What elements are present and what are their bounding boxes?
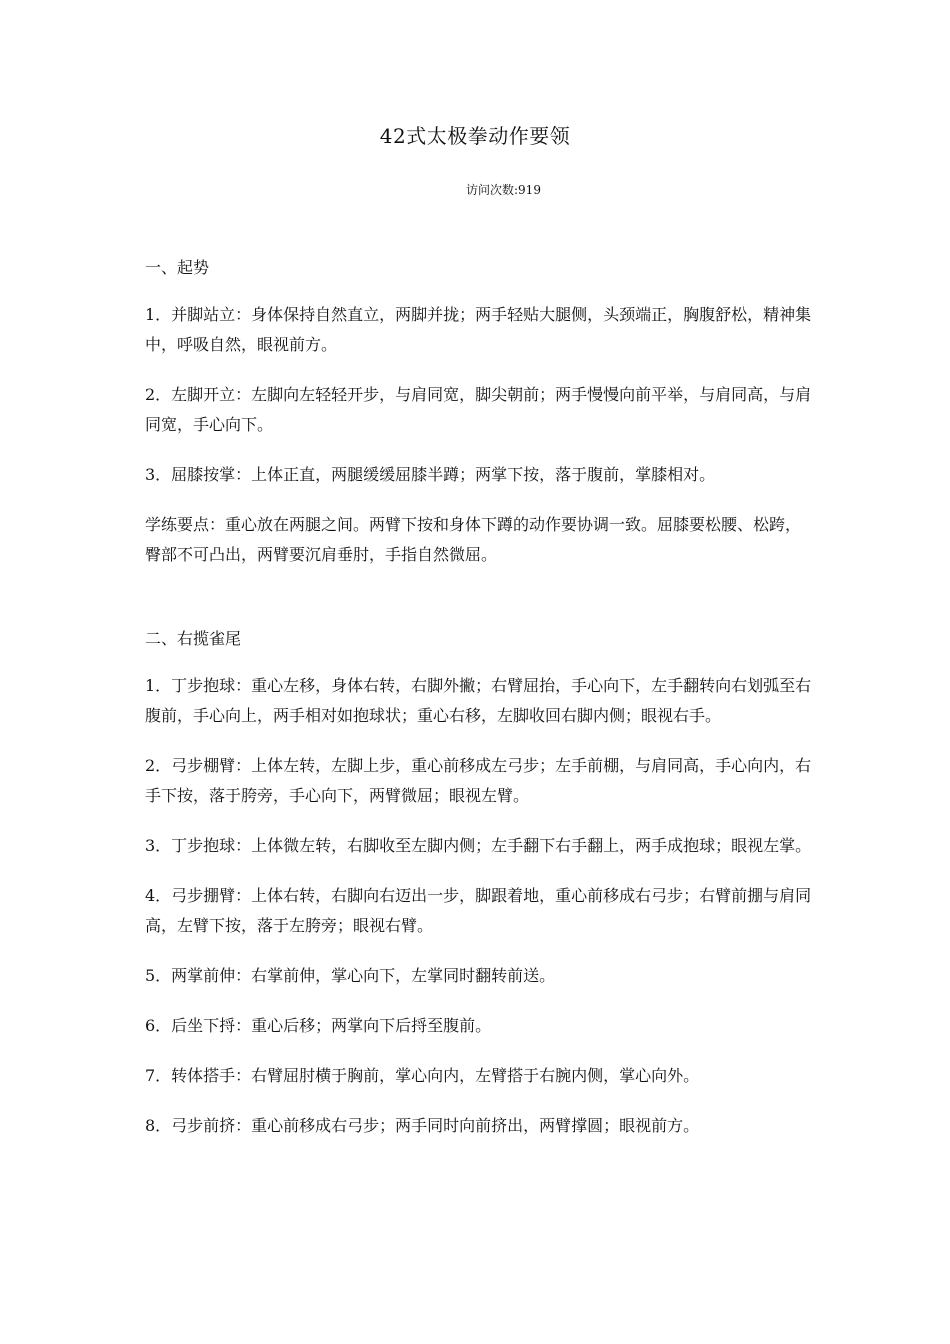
paragraph: 7．转体搭手：右臂屈肘横于胸前，掌心向内，左臂搭于右腕内侧，掌心向外。: [145, 1066, 700, 1085]
page-title: 42式太极拳动作要领: [379, 124, 571, 148]
paragraph: 4．弓步掤臂：上体右转，右脚向右迈出一步，脚跟着地，重心前移成右弓步；右臂前掤与肩同高，左臂下按，落于左胯旁；眼视右臂。: [145, 886, 812, 935]
section-heading: 一、起势: [145, 258, 210, 277]
section-spacer: [145, 590, 813, 626]
paragraph: 3．屈膝按掌：上体正直，两腿缓缓屈膝半蹲；两掌下按，落于腹前，掌膝相对。: [145, 465, 716, 484]
section-youlanquewei: [145, 626, 813, 1141]
paragraph: 2．弓步棚臂：上体左转，左脚上步，重心前移成左弓步；左手前棚，与肩同高，手心向内，右手下按，落于胯旁，手心向下，两臂微屈；眼视左臂。: [145, 756, 812, 805]
paragraph: 学练要点：重心放在两腿之间。两臂下按和身体下蹲的动作要协调一致。屈膝要松腰、松跨，臀部不可凸出，两臂要沉肩垂肘，手指自然微屈。: [145, 515, 802, 564]
paragraph: 3．丁步抱球：上体微左转，右脚收至左脚内侧；左手翻下右手翻上，两手成抱球；眼视左掌。: [145, 836, 812, 855]
paragraph: 2．左脚开立：左脚向左轻轻开步，与肩同宽，脚尖朝前；两手慢慢向前平举，与肩同高，与肩同宽，手心向下。: [145, 385, 812, 434]
paragraph: 1．丁步抱球：重心左移，身体右转，右脚外撇；右臂屈抬，手心向下，左手翻转向右划弧至右腹前，手心向上，两手相对如抱球状；重心右移，左脚收回右脚内侧；眼视右手。: [145, 676, 812, 725]
paragraph: 1．并脚站立：身体保持自然直立，两脚并拢；两手轻贴大腿侧，头颈端正，胸腹舒松，精神集中，呼吸自然，眼视前方。: [145, 305, 812, 354]
paragraph: 6．后坐下捋：重心后移；两掌向下后捋至腹前。: [145, 1016, 492, 1035]
section-qishi: [145, 255, 813, 570]
paragraph: 5．两掌前伸：右掌前伸，掌心向下，左掌同时翻转前送。: [145, 966, 556, 985]
document-body: [145, 255, 813, 1161]
section-heading: 二、右揽雀尾: [145, 629, 242, 648]
paragraph: 8．弓步前挤：重心前移成右弓步；两手同时向前挤出，两臂撑圆；眼视前方。: [145, 1116, 700, 1135]
visit-count: 访问次数:919: [466, 183, 541, 197]
